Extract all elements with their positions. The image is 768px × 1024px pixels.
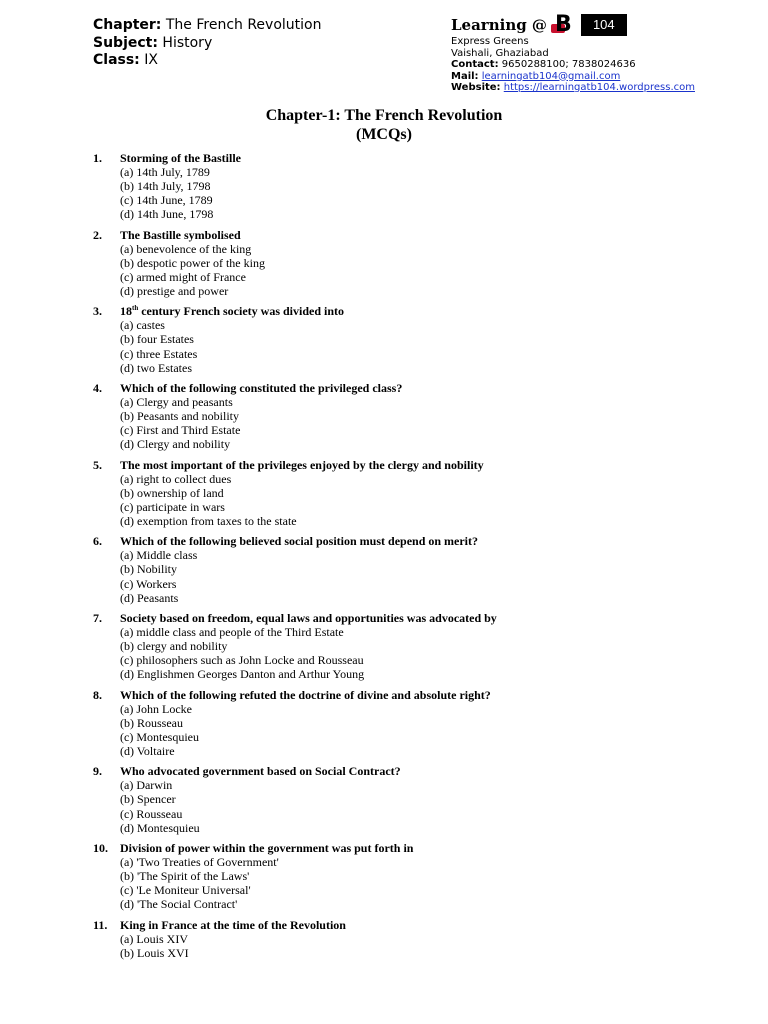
question-item xyxy=(93,381,733,451)
page-title xyxy=(0,106,768,144)
answer-option: (c) Rousseau xyxy=(120,806,183,821)
question-number: 4. xyxy=(93,381,102,396)
question-row xyxy=(93,918,733,932)
question-number: 11. xyxy=(93,917,108,932)
answer-option: (b) ownership of land xyxy=(120,485,224,500)
question-row xyxy=(93,764,733,778)
title-line-2: (MCQs) xyxy=(356,126,412,143)
answer-option: (c) participate in wars xyxy=(120,499,225,514)
answer-option: (b) four Estates xyxy=(120,332,194,347)
answer-option: (b) despotic power of the king xyxy=(120,255,265,270)
class-line xyxy=(93,52,321,70)
answer-option: (a) Louis XIV xyxy=(120,931,188,946)
question-text: The Bastille symbolised xyxy=(120,227,241,242)
question-text: Who advocated government based on Social Contract? xyxy=(120,764,401,779)
question-number: 10. xyxy=(93,841,108,856)
question-item xyxy=(93,688,733,758)
answer-options xyxy=(120,702,733,758)
answer-options xyxy=(120,165,733,221)
answer-option: (c) 14th June, 1789 xyxy=(120,193,213,208)
question-row xyxy=(93,841,733,855)
question-item xyxy=(93,918,733,960)
chapter-line xyxy=(93,17,321,35)
question-row xyxy=(93,228,733,242)
subject-label: Subject: xyxy=(93,34,158,51)
question-row xyxy=(93,304,733,318)
answer-options xyxy=(120,778,733,834)
class-label: Class: xyxy=(93,52,140,68)
answer-option: (b) Rousseau xyxy=(120,715,183,730)
answer-options xyxy=(120,318,733,374)
answer-option: (d) 14th June, 1798 xyxy=(120,207,214,222)
contact-line xyxy=(451,59,751,71)
graduation-cap-logo-icon xyxy=(551,14,579,36)
answer-option: (d) Englishmen Georges Danton and Arthur Young xyxy=(120,667,365,682)
answer-option: (a) castes xyxy=(120,318,165,333)
answer-option: (d) 'The Social Contract' xyxy=(120,897,238,912)
answer-option: (a) Darwin xyxy=(120,778,173,793)
question-number: 3. xyxy=(93,304,102,319)
question-number: 2. xyxy=(93,227,102,242)
subject-line xyxy=(93,35,321,53)
question-item xyxy=(93,304,733,374)
answer-option: (a) John Locke xyxy=(120,701,192,716)
class-value: IX xyxy=(139,52,158,68)
header-contact xyxy=(451,14,751,94)
brand-row xyxy=(451,14,751,36)
answer-option: (a) right to collect dues xyxy=(120,471,232,486)
question-text-part: century French society was divided into xyxy=(138,304,345,319)
question-text: King in France at the time of the Revolution xyxy=(120,917,346,932)
question-text xyxy=(120,304,344,318)
answer-option: (c) Montesquieu xyxy=(120,729,199,744)
answer-option: (b) 'The Spirit of the Laws' xyxy=(120,869,250,884)
question-text: Which of the following refuted the doctrine of divine and absolute right? xyxy=(120,687,491,702)
answer-option: (d) Clergy and nobility xyxy=(120,437,231,452)
answer-option: (d) Peasants xyxy=(120,590,179,605)
question-item xyxy=(93,534,733,604)
title-line-1: Chapter-1: The French Revolution xyxy=(265,107,503,124)
answer-option: (a) Middle class xyxy=(120,548,198,563)
question-item xyxy=(93,764,733,834)
question-item xyxy=(93,151,733,221)
answer-option: (b) 14th July, 1798 xyxy=(120,179,211,194)
question-text: The most important of the privileges enjoyed by the clergy and nobility xyxy=(120,457,484,472)
answer-option: (a) benevolence of the king xyxy=(120,241,252,256)
answer-option: (a) 14th July, 1789 xyxy=(120,165,210,179)
answer-option: (d) exemption from taxes to the state xyxy=(120,513,297,528)
answer-option: (c) First and Third Estate xyxy=(120,423,241,438)
question-text: Storming of the Bastille xyxy=(120,151,241,165)
address-line-1: Express Greens xyxy=(451,36,529,47)
question-text-part: 18 xyxy=(120,304,132,319)
answer-option: (c) philosophers such as John Locke and Rousseau xyxy=(120,653,364,668)
answer-option: (b) Nobility xyxy=(120,562,177,577)
question-number: 5. xyxy=(93,457,102,472)
question-number: 1. xyxy=(93,151,102,165)
question-text: Division of power within the government was put forth in xyxy=(120,841,414,856)
answer-option: (b) Louis XVI xyxy=(120,945,189,960)
question-number: 6. xyxy=(93,534,102,549)
answer-option: (d) prestige and power xyxy=(120,283,229,298)
question-number: 9. xyxy=(93,764,102,779)
question-number: 7. xyxy=(93,611,102,626)
answer-options xyxy=(120,625,733,681)
answer-option: (c) three Estates xyxy=(120,346,198,361)
answer-option: (c) armed might of France xyxy=(120,269,246,284)
website-link[interactable]: https://learningatb104.wordpress.com xyxy=(503,82,695,93)
answer-option: (d) Voltaire xyxy=(120,743,175,758)
question-text: Society based on freedom, equal laws and opportunities was advocated by xyxy=(120,611,497,626)
answer-option: (a) 'Two Treaties of Government' xyxy=(120,855,279,870)
header-info xyxy=(93,17,321,70)
answer-options xyxy=(120,242,733,298)
answer-option: (c) Workers xyxy=(120,576,177,591)
answer-option: (a) Clergy and peasants xyxy=(120,395,233,410)
question-text: Which of the following believed social position must depend on merit? xyxy=(120,534,479,549)
question-row xyxy=(93,534,733,548)
mail-label: Mail: xyxy=(451,70,479,82)
answer-options xyxy=(120,548,733,604)
question-row xyxy=(93,688,733,702)
mail-link[interactable]: learningatb104@gmail.com xyxy=(481,70,621,82)
mail-line xyxy=(451,71,751,83)
contact-value: 9650288100; 7838024636 xyxy=(498,59,636,70)
question-item xyxy=(93,228,733,298)
question-item xyxy=(93,841,733,911)
brand-name: Learning @ xyxy=(451,16,547,34)
answer-options xyxy=(120,932,733,960)
answer-option: (a) middle class and people of the Third Estate xyxy=(120,625,344,640)
question-row xyxy=(93,151,733,165)
question-list xyxy=(93,151,733,966)
answer-option: (c) 'Le Moniteur Universal' xyxy=(120,883,251,898)
answer-options xyxy=(120,395,733,451)
question-text: Which of the following constituted the privileged class? xyxy=(120,381,403,396)
brand-badge: 104 xyxy=(581,14,627,36)
website-label: Website: xyxy=(451,82,501,93)
answer-options xyxy=(120,855,733,911)
answer-option: (b) Peasants and nobility xyxy=(120,409,239,424)
question-number: 8. xyxy=(93,687,102,702)
question-row xyxy=(93,381,733,395)
answer-option: (b) Spencer xyxy=(120,792,176,807)
answer-option: (b) clergy and nobility xyxy=(120,639,228,654)
answer-options xyxy=(120,472,733,528)
question-row xyxy=(93,611,733,625)
chapter-label: Chapter: xyxy=(93,17,162,33)
contact-label: Contact: xyxy=(451,59,499,70)
website-line xyxy=(451,82,751,94)
address-line-2: Vaishali, Ghaziabad xyxy=(451,47,549,59)
subject-value: History xyxy=(157,34,213,51)
question-item xyxy=(93,458,733,528)
question-row xyxy=(93,458,733,472)
chapter-value: The French Revolution xyxy=(161,17,322,33)
answer-option: (d) Montesquieu xyxy=(120,820,200,835)
answer-option: (d) two Estates xyxy=(120,360,192,375)
question-text-superscript: th xyxy=(132,304,139,313)
logo-letter: B xyxy=(554,12,572,37)
question-item xyxy=(93,611,733,681)
